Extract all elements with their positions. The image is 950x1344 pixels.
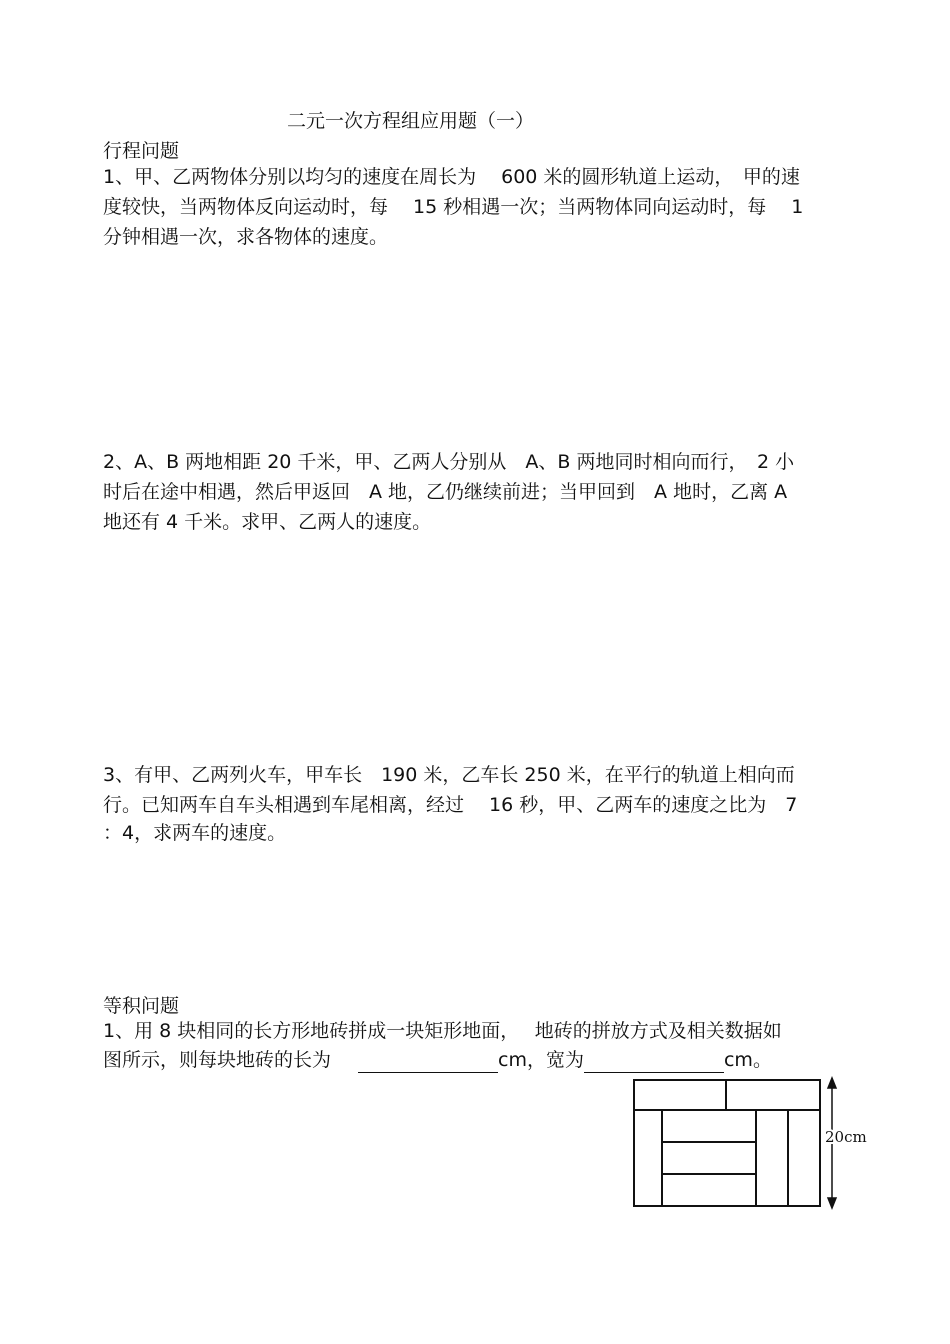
problem-line: 地还有 4 千米。求甲、乙两人的速度。: [103, 511, 432, 533]
problem-line: 分钟相遇一次，求各物体的速度。: [103, 226, 389, 248]
section-heading-area: 等积问题: [103, 995, 180, 1017]
problem-line: 行。已知两车自车头相遇到车尾相离，经过 16 秒，甲、乙两车的速度之比为 7: [103, 794, 798, 816]
problem-line-with-blanks: [103, 1047, 772, 1073]
problem-line: 3、有甲、乙两列火车，甲车长 190 米，乙车长 250 米，在平行的轨道上相向而: [103, 764, 795, 786]
page-title: 二元一次方程组应用题（一）: [287, 110, 535, 132]
answer-blank-width[interactable]: [584, 1052, 724, 1073]
dimension-arrow-bottom: [828, 1198, 836, 1208]
tile-layout-figure: [628, 1072, 878, 1212]
problem-line: 度较快，当两物体反向运动时，每 15 秒相遇一次；当两物体同向运动时，每 1: [103, 196, 804, 218]
problem-text: 图所示，则每块地砖的长为: [103, 1049, 351, 1071]
figure-dimension-label: 20cm: [825, 1128, 867, 1146]
dimension-arrow-top: [828, 1078, 836, 1088]
problem-line: 2、A、B 两地相距 20 千米，甲、乙两人分别从 A、B 两地同时相向而行， 2 小: [103, 451, 795, 473]
answer-blank-length[interactable]: [358, 1052, 498, 1073]
problem-text: cm。: [723, 1049, 772, 1071]
problem-line: 时后在途中相遇，然后甲返回 A 地，乙仍继续前进；当甲回到 A 地时，乙离 A: [103, 481, 788, 503]
problem-line: 1、甲、乙两物体分别以均匀的速度在周长为 600 米的圆形轨道上运动， 甲的速: [103, 166, 800, 188]
problem-line: ：4，求两车的速度。: [103, 822, 287, 844]
problem-line: 1、用 8 块相同的长方形地砖拼成一块矩形地面， 地砖的拼放方式及相关数据如: [103, 1020, 782, 1042]
section-heading-travel: 行程问题: [103, 140, 180, 162]
problem-text: cm，宽为: [498, 1049, 584, 1071]
